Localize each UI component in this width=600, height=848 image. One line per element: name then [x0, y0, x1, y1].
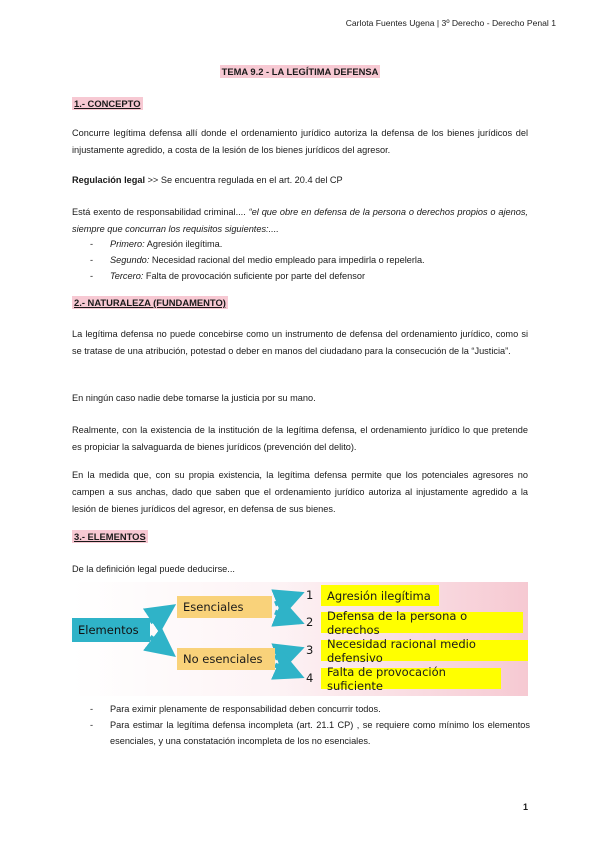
- exento-quote-text: “el que obre en defensa de la persona o derechos propios o ajenos, siempre que concurran los requisitos siguientes:....: [72, 207, 528, 234]
- diagram-root-box: Elementos: [72, 618, 150, 642]
- concepto-paragraph: Concurre legítima defensa allí donde el ordenamiento jurídico autoriza la defensa de los bienes jurídicos del injustamente agredido, a costa de la lesión de los bienes jurídicos del agresor.: [72, 128, 528, 155]
- list-item-text: Necesidad racional del medio empleado para impedirla o repelerla.: [149, 255, 425, 265]
- arrow-icon: [275, 649, 300, 658]
- arrow-icon: [275, 612, 300, 622]
- document-title-text: TEMA 9.2 - LA LEGÍTIMA DEFENSA: [221, 66, 379, 77]
- regulacion-label: Regulación legal: [72, 175, 146, 185]
- naturaleza-paragraph-3: Realmente, con la existencia de la institución de la legítima defensa, el ordenamiento jurídico lo que pretende es propiciar la salvaguarda de bienes jurídicos (prevención del delito).: [72, 425, 528, 452]
- elementos-intro: De la definición legal puede deducirse...: [72, 564, 235, 574]
- exento-paragraph: [72, 204, 528, 238]
- list-item-ordinal: Tercero:: [110, 271, 144, 281]
- diagram-item-number: 3: [306, 643, 314, 657]
- diagram-esenciales-box: Esenciales: [177, 596, 272, 618]
- naturaleza-paragraph-4: En la medida que, con su propia existencia, la legítima defensa permite que los potenciales agresores no campen a sus anchas, dado que saben que el ordenamiento jurídico autoriza al injustamente agredido a la lesión de bienes jurídicos del agresor, en defensa de sus bienes.: [72, 470, 528, 514]
- section-heading-text: 2.- NATURALEZA (FUNDAMENTO): [74, 297, 226, 308]
- regulacion-text: >> Se encuentra regulada en el art. 20.4 del CP: [145, 175, 343, 185]
- elementos-diagram: [72, 582, 528, 696]
- diagram-no-esenciales-box: No esenciales: [177, 648, 275, 670]
- regulacion-legal-line: [72, 172, 528, 189]
- requisitos-list: [90, 236, 530, 284]
- document-title: [0, 66, 600, 77]
- naturaleza-paragraph-1: La legítima defensa no puede concebirse como un instrumento de defensa del ordenamiento jurídico, como si se tratase de una atribución, potestad o deber en manos del ciudadano para la consecución de la “Justicia”.: [72, 329, 528, 356]
- diagram-item-box: Agresión ilegítima: [321, 585, 439, 606]
- diagram-item-number: 2: [306, 615, 314, 629]
- naturaleza-paragraph-2: En ningún caso nadie debe tomarse la justicia por su mano.: [72, 393, 316, 403]
- list-item: - Para eximir plenamente de responsabilidad deben concurrir todos.: [90, 701, 530, 717]
- section-heading-concepto: [72, 98, 143, 109]
- arrow-icon: [275, 665, 300, 676]
- section-heading-text: 1.- CONCEPTO: [74, 98, 141, 109]
- section-heading-naturaleza: [72, 297, 228, 308]
- list-item: [90, 268, 530, 284]
- section-heading-text: 3.- ELEMENTOS: [74, 531, 146, 542]
- page-number: 1: [522, 802, 528, 812]
- diagram-item-number: 1: [306, 588, 314, 602]
- list-item-text: Agresión ilegítima.: [144, 239, 223, 249]
- section-heading-elementos: [72, 531, 148, 542]
- list-item-text: Falta de provocación suficiente por parte del defensor: [143, 271, 366, 281]
- list-item: - Para estimar la legítima defensa incompleta (art. 21.1 CP) , se requiere como mínimo los elementos esenciales, y una constatación incompleta de los no esenciales.: [90, 717, 530, 749]
- diagram-item-box: Defensa de la persona o derechos: [321, 612, 523, 633]
- arrow-icon: [150, 637, 172, 654]
- diagram-item-number: 4: [306, 671, 314, 685]
- diagram-item-box: Necesidad racional medio defensivo: [321, 640, 528, 661]
- arrow-icon: [150, 607, 172, 622]
- exento-plain-text: Está exento de responsabilidad criminal....: [72, 207, 249, 217]
- list-item: [90, 236, 530, 252]
- arrow-icon: [275, 594, 300, 604]
- list-item: [90, 252, 530, 268]
- diagram-item-box: Falta de provocación suficiente: [321, 668, 501, 689]
- elementos-notes-list: [90, 701, 530, 749]
- list-item-ordinal: Primero:: [110, 239, 145, 249]
- list-item-ordinal: Segundo:: [110, 255, 150, 265]
- page-header: Carlota Fuentes Ugena | 3º Derecho - Derecho Penal 1: [345, 18, 556, 28]
